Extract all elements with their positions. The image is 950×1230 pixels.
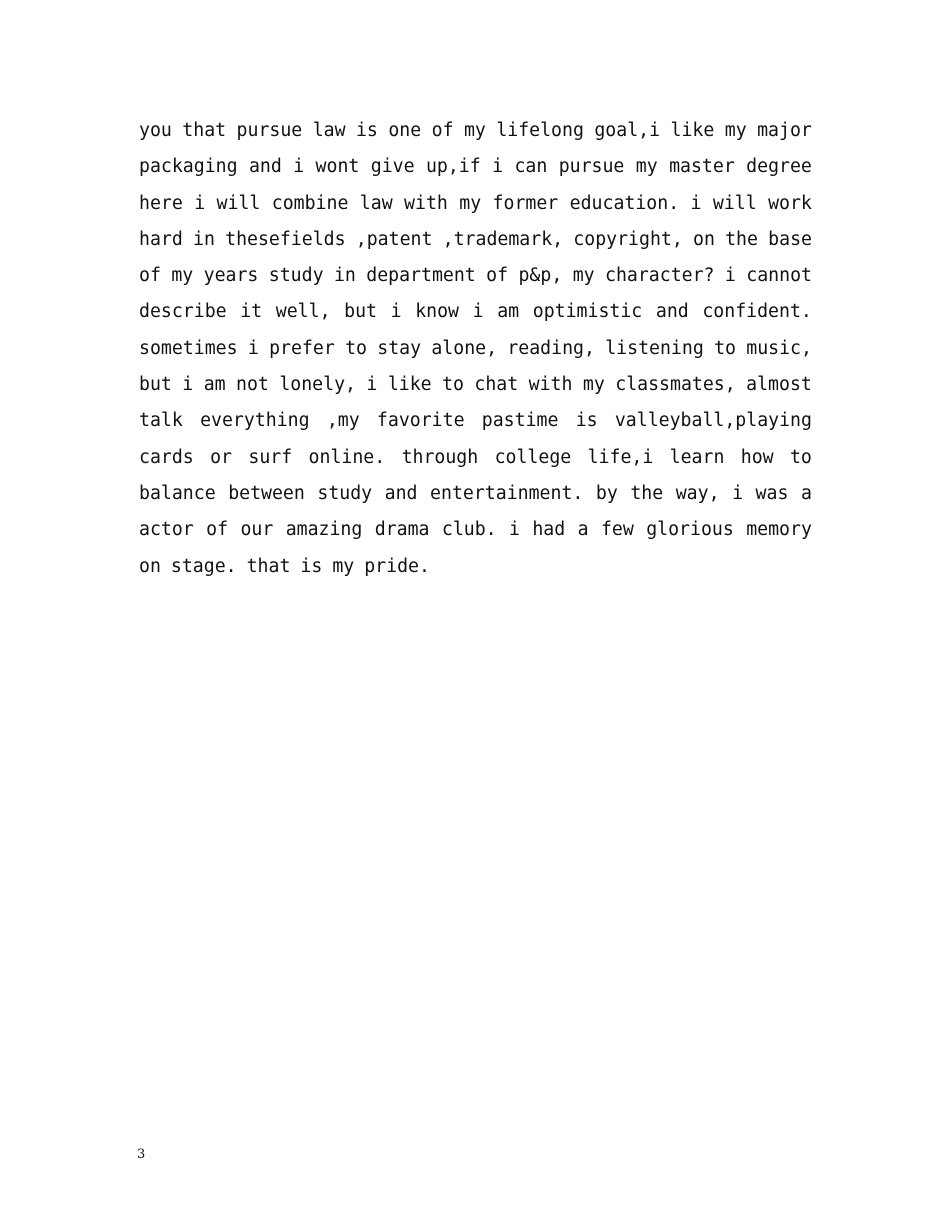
text-line: talk everything ,my favorite pastime is valleyball,playing bbox=[139, 410, 812, 432]
text-line: of my years study in department of p&p, my character? i cannot bbox=[139, 265, 812, 287]
text-line: sometimes i prefer to stay alone, reading, listening to music, bbox=[139, 337, 812, 359]
text-line: hard in thesefields ,patent ,trademark, copyright, on the base bbox=[139, 228, 812, 250]
text-line: describe it well, but i know i am optimistic and confident. bbox=[139, 301, 812, 323]
text-line: you that pursue law is one of my lifelong goal,i like my major bbox=[139, 120, 812, 141]
text-line: actor of our amazing drama club. i had a few glorious memory bbox=[139, 519, 812, 541]
text-line: balance between study and entertainment. by the way, i was a bbox=[139, 482, 812, 504]
body-paragraph bbox=[139, 113, 812, 585]
text-line: packaging and i wont give up,if i can pursue my master degree bbox=[139, 156, 812, 178]
text-line: but i am not lonely, i like to chat with my classmates, almost bbox=[139, 374, 812, 396]
page-number: 3 bbox=[137, 1147, 146, 1162]
text-line: on stage. that is my pride. bbox=[139, 555, 430, 577]
text-line: cards or surf online. through college life,i learn how to bbox=[139, 446, 812, 468]
text-line: here i will combine law with my former education. i will work bbox=[139, 192, 812, 214]
